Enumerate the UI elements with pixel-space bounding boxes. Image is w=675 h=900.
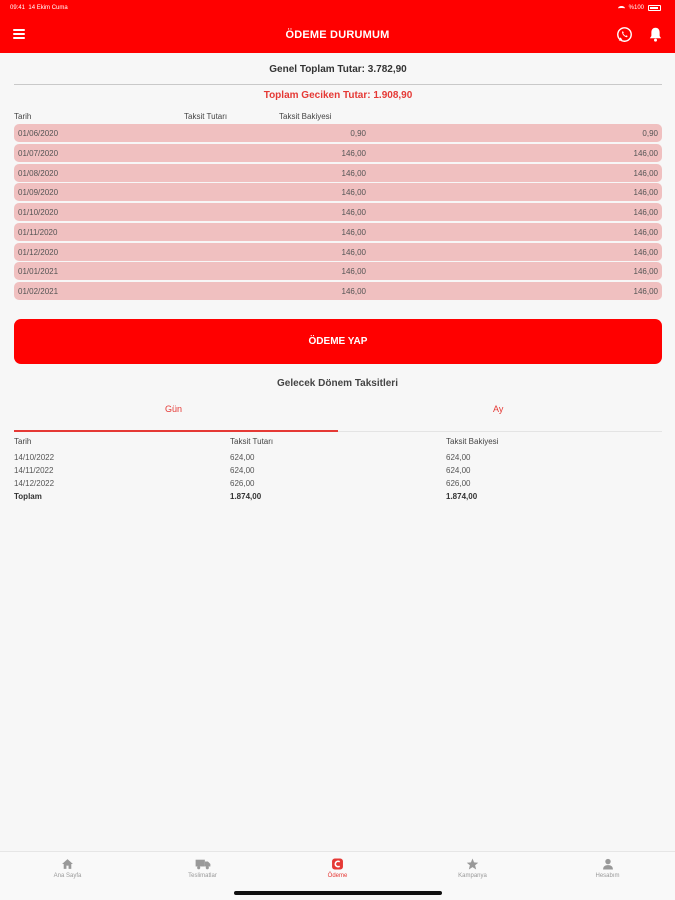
table-row: 14/10/2022 624,00 624,00 (14, 453, 471, 462)
table-header: Tarih Taksit Tutarı Taksit Bakiyesi (14, 437, 499, 446)
installment-list[interactable] (14, 124, 662, 306)
pay-button[interactable]: ÖDEME YAP (14, 319, 662, 364)
table-row: 14/11/2022 624,00 624,00 (14, 466, 471, 475)
installment-row: 01/01/2021 146,00 146,00 (14, 262, 662, 280)
star-icon (466, 858, 479, 870)
table-row: 14/12/2022 626,00 626,00 (14, 479, 471, 488)
battery-icon (648, 5, 661, 11)
column-header-balance: Taksit Bakiyesi (279, 112, 332, 121)
tab-deliveries[interactable]: Teslimatlar (135, 858, 270, 879)
installment-row: 01/12/2020 146,00 146,00 (14, 243, 662, 261)
tab-campaign[interactable]: Kampanya (405, 858, 540, 879)
divider (14, 84, 662, 85)
installment-row: 01/02/2021 146,00 146,00 (14, 282, 662, 300)
page-title: ÖDEME DURUMUM (285, 28, 390, 41)
tab-month[interactable]: Ay (493, 404, 504, 414)
column-header-date: Tarih (14, 112, 32, 121)
wifi-icon (618, 6, 625, 11)
tab-account[interactable]: Hesabım (540, 858, 675, 879)
status-date: 14 Ekim Cuma (28, 5, 68, 11)
installment-row: 01/06/2020 0,90 0,90 (14, 124, 662, 142)
active-tab-indicator (14, 430, 338, 432)
tab-day[interactable]: Gün (165, 404, 183, 414)
home-icon (61, 858, 74, 870)
future-installments-title: Gelecek Dönem Taksitleri (277, 378, 398, 389)
payment-icon (331, 858, 344, 870)
status-bar (0, 0, 675, 16)
whatsapp-icon[interactable] (616, 26, 633, 43)
installment-row: 01/08/2020 146,00 146,00 (14, 164, 662, 182)
battery-percent: %100 (628, 5, 644, 11)
app-header (0, 16, 675, 53)
grand-total: Genel Toplam Tutar: 3.782,90 (269, 64, 407, 75)
table-total-row: Toplam 1.874,00 1.874,00 (14, 492, 478, 501)
overdue-total: Toplam Geciken Tutar: 1.908,90 (263, 90, 413, 101)
truck-icon (195, 858, 211, 870)
tab-payment[interactable]: Ödeme (270, 858, 405, 879)
status-time: 09:41 (10, 5, 26, 11)
installment-row: 01/09/2020 146,00 146,00 (14, 183, 662, 201)
tab-home[interactable]: Ana Sayfa (0, 858, 135, 879)
installment-row: 01/11/2020 146,00 146,00 (14, 223, 662, 241)
column-header-amount: Taksit Tutarı (184, 112, 228, 121)
bell-icon[interactable] (648, 26, 663, 43)
tab-divider (338, 431, 662, 432)
menu-icon[interactable] (13, 29, 25, 39)
future-installments-table (14, 437, 662, 505)
home-indicator (234, 891, 442, 895)
installment-row: 01/10/2020 146,00 146,00 (14, 203, 662, 221)
user-icon (602, 858, 614, 870)
installment-row: 01/07/2020 146,00 146,00 (14, 144, 662, 162)
